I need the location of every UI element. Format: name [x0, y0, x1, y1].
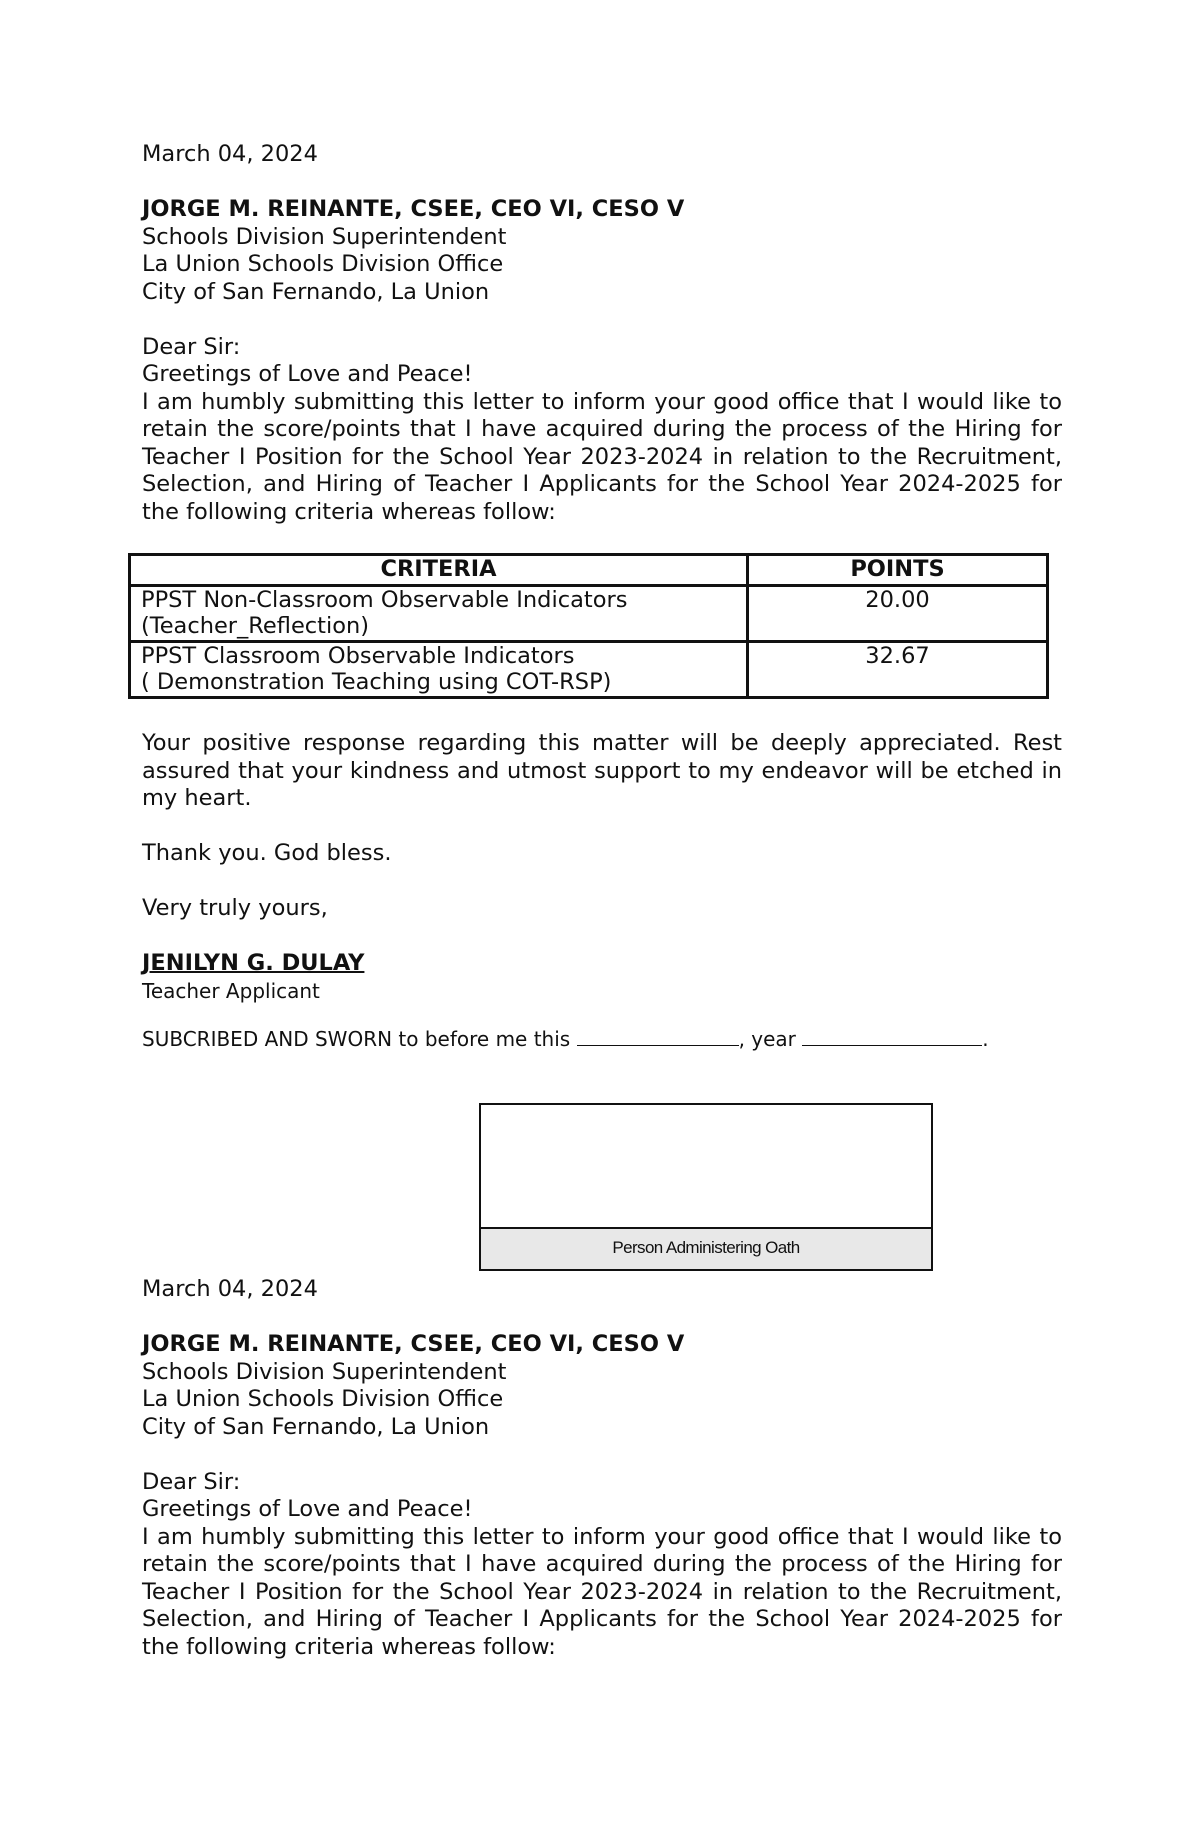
criteria-cell — [130, 586, 748, 642]
recipient-position: Schools Division Superintendent — [142, 1358, 507, 1385]
greeting: Greetings of Love and Peace! — [142, 1496, 473, 1522]
points-cell: 20.00 — [748, 586, 1048, 642]
oath-year-blank — [802, 1027, 982, 1046]
recipient-name: JORGE M. REINANTE, CSEE, CEO VI, CESO V — [142, 196, 685, 222]
criteria-subtext: ( Demonstration Teaching using COT-RSP) — [141, 669, 612, 695]
recipient-address: City of San Fernando, La Union — [142, 278, 490, 305]
oath-day-blank — [577, 1027, 739, 1046]
letter-closing — [142, 730, 1062, 1052]
points-header: POINTS — [748, 555, 1048, 586]
letter-body: I am humbly submitting this letter to inform your good office that I would like to retain the score/points that I have acquired during the process of the Hiring for Teacher I Position for the School Year 2023-2024 in relation to the Recruitment, Selection, and Hiring of Teacher I Applicants for the School Year 2024-2025 for the following criteria whereas follow: — [142, 388, 1062, 525]
recipient-office: La Union Schools Division Office — [142, 1386, 504, 1412]
table-row — [130, 642, 1048, 698]
letter-body: I am humbly submitting this letter to inform your good office that I would like to retain the score/points that I have acquired during the process of the Hiring for Teacher I Position for the School Year 2023-2024 in relation to the Recruitment, Selection, and Hiring of Teacher I Applicants for the School Year 2024-2025 for the following criteria whereas follow: — [142, 1523, 1062, 1660]
oath-suffix: . — [982, 1026, 989, 1051]
signatory-name: JENILYN G. DULAY — [142, 950, 365, 976]
recipient-address: City of San Fernando, La Union — [142, 1413, 490, 1440]
signatory-title: Teacher Applicant — [142, 978, 320, 1003]
points-cell: 32.67 — [748, 642, 1048, 698]
oath-box-label: Person Administering Oath — [481, 1227, 931, 1269]
criteria-header: CRITERIA — [130, 555, 748, 586]
greeting: Greetings of Love and Peace! — [142, 361, 473, 387]
table-row — [130, 586, 1048, 642]
criteria-subtext: (Teacher_Reflection) — [141, 613, 370, 639]
salutation: Dear Sir: — [142, 333, 241, 360]
closing-paragraph: Your positive response regarding this matter will be deeply appreciated. Rest assured that your kindness and utmost support to my endeavor will be etched in my heart. — [142, 730, 1062, 811]
complimentary-close: Very truly yours, — [142, 895, 328, 921]
salutation: Dear Sir: — [142, 1468, 241, 1495]
criteria-text: PPST Classroom Observable Indicators — [141, 643, 575, 669]
letter-date: March 04, 2024 — [142, 1276, 318, 1302]
letter-top — [142, 141, 1062, 526]
thanks-line: Thank you. God bless. — [142, 840, 392, 866]
letter-date: March 04, 2024 — [142, 141, 318, 167]
oath-signature-box — [479, 1103, 933, 1271]
criteria-table — [128, 553, 1049, 699]
oath-line — [142, 1026, 1062, 1052]
recipient-office: La Union Schools Division Office — [142, 251, 504, 277]
oath-prefix: SUBCRIBED AND SWORN to before me this — [142, 1026, 571, 1051]
criteria-cell — [130, 642, 748, 698]
second-letter — [142, 1276, 1062, 1661]
recipient-name: JORGE M. REINANTE, CSEE, CEO VI, CESO V — [142, 1331, 685, 1357]
oath-middle: , year — [738, 1026, 796, 1051]
recipient-position: Schools Division Superintendent — [142, 223, 507, 250]
criteria-text: PPST Non-Classroom Observable Indicators — [141, 587, 628, 613]
